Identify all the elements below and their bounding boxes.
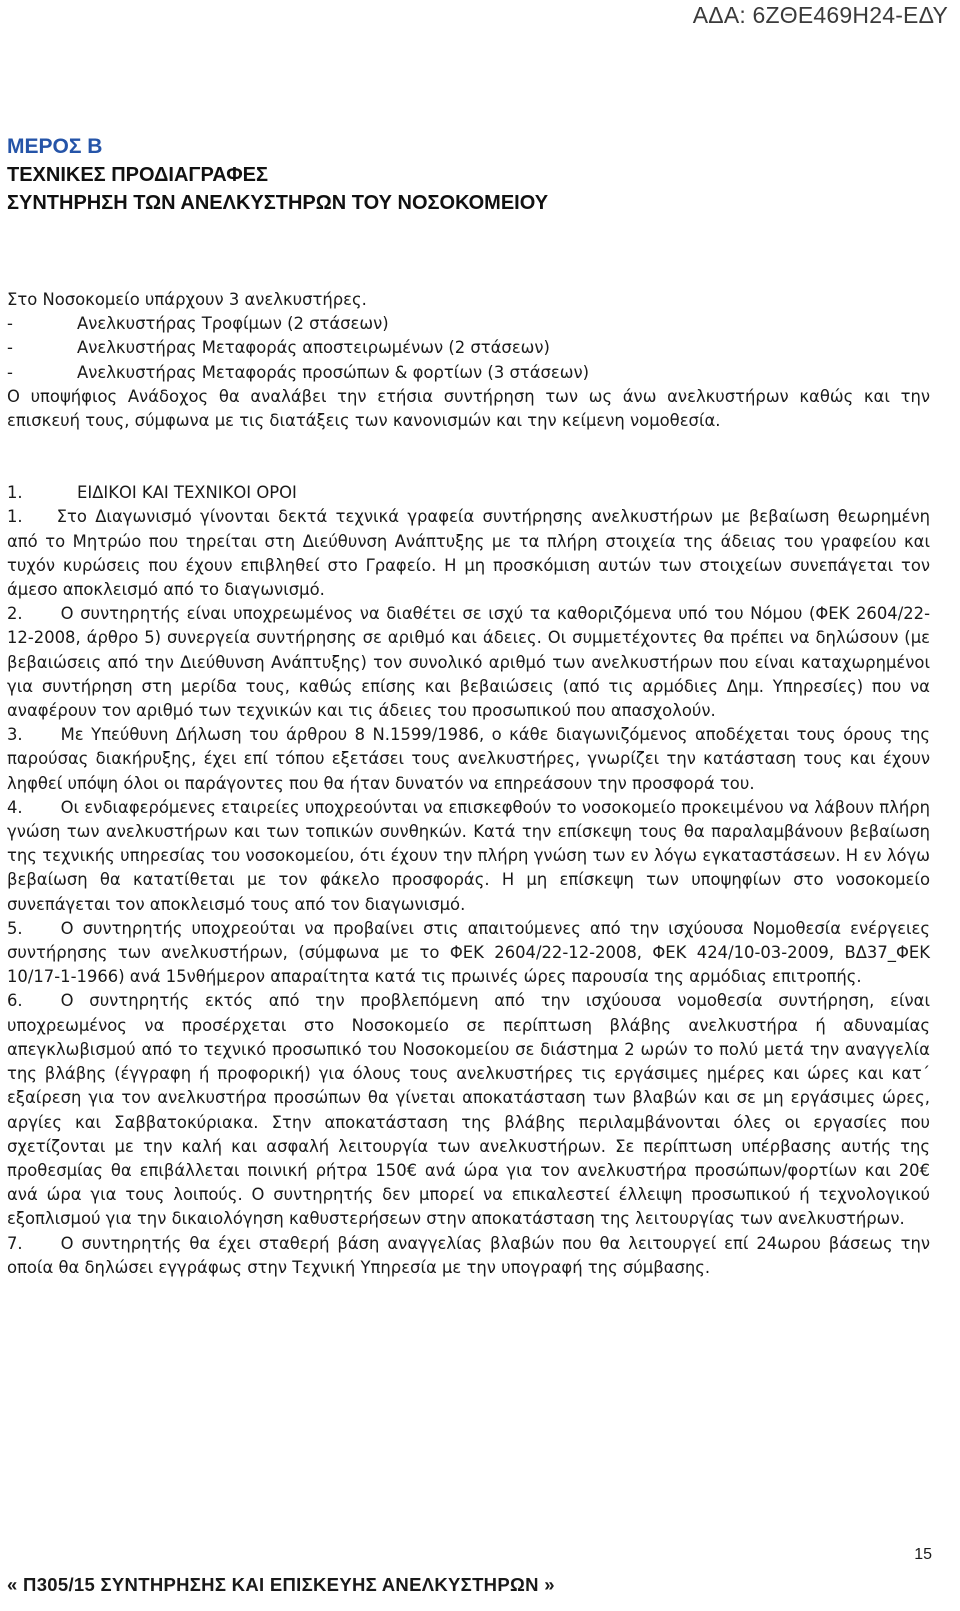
term-number: 3.: [7, 725, 23, 745]
term-number: 4.: [7, 797, 23, 817]
term-paragraph: [7, 917, 930, 990]
term-text: Στο Διαγωνισμό γίνονται δεκτά τεχνικά γραφεία συντήρησης ανελκυστήρων με βεβαίωση θεωρημένη από το Μητρώο που τηρείται στη Διεύθυνση Ανάπτυξης με τα πλήρη στοιχεία της άδειας του γραφείου και τυχόν κυρώσεις που έχουν επιβληθεί στο Γραφείο. Η μη προσκόμιση αυτών των στοιχείων συνεπάγεται τον άμεσο αποκλεισμό από το διαγωνισμό.: [7, 507, 930, 600]
term-text: Οι ενδιαφερόμενες εταιρείες υποχρεούνται να επισκεφθούν το νοσοκομείο προκειμένου να λάβουν πλήρη γνώση των ανελκυστήρων και των τοπικών συνθηκών. Κατά την επίσκεψη τους θα παραλαμβάνουν βεβαίωση της τεχνικής υπηρεσίας του νοσοκομείου, ότι έχουν την πλήρη γνώση των εν λόγω εγκαταστάσεων. Η εν λόγω βεβαίωση θα κατατίθεται με τον φάκελο προσφοράς. Η μη επίσκεψη των υποψηφίων στο νοσοκομείο συνεπάγεται τον αποκλεισμό τους από τον διαγωνισμό.: [7, 797, 930, 914]
list-dash: -: [7, 338, 13, 358]
list-item-text: Ανελκυστήρας Μεταφοράς προσώπων & φορτίων (3 στάσεων): [77, 362, 590, 382]
term-text: Ο συντηρητής εκτός από την προβλεπόμενη από την ισχύουσα νομοθεσία συντήρηση, είναι υποχρεωμένος να προσέρχεται στο Νοσοκομείο σε περίπτωση βλάβης ανελκυστήρα ή αδυναμίας απεγκλωβισμού από το τεχνικό προσωπικό του Νοσοκομείου σε διάστημα 2 ωρών το πολύ μετά την αναγγελία της βλάβης (έγγραφη ή προφορική) για όλους τους ανελκυστήρες τις εργάσιμες ημέρες και ώρες και κατ΄ εξαίρεση για τον ανελκυστήρα προσώπων θα γίνεται αποκατάσταση των βλαβών και σε μη εργάσιμες ώρες, αργίες και Σαββατοκύριακα. Στην αποκατάσταση της βλάβης περιλαμβάνονται όλες οι εργασίες που σχετίζονται με την καλή και ασφαλή λειτουργία των ανελκυστήρων. Σε περίπτωση υπέρβασης αυτής της προθεσμίας θα επιβάλλεται ποινική ρήτρα 150€ ανά ώρα για τον ανελκυστήρα προσώπων/φορτίων και 20€ ανά ώρα για τους λοιπούς. Ο συντηρητής δεν μπορεί να επικαλεστεί έλλειψη προσωπικού ή τεχνολογικού εξοπλισμού για την δικαιολόγηση καθυστερήσεων στην αποκατάσταση της λειτουργίας των ανελκυστήρων.: [7, 991, 930, 1229]
term-text: Με Υπεύθυνη Δήλωση του άρθρου 8 Ν.1599/1986, ο κάθε διαγωνιζόμενος αποδέχεται τους όρους της παρούσας διακήρυξης, έχει επί τόπου εξετάσει τους ανελκυστήρες, γνωρίζει την κατάσταση τους και έχουν ληφθεί υπόψη όλοι οι παράγοντες που θα ήταν δυνατόν να επηρεάσουν την προσφορά του.: [7, 725, 930, 793]
term-paragraph: [7, 1232, 930, 1280]
list-item-text: Ανελκυστήρας Τροφίμων (2 στάσεων): [77, 314, 389, 334]
ada-code: ΑΔΑ: 6ΖΘΕ469Η24-ΕΔΥ: [692, 2, 948, 28]
list-item: [7, 336, 930, 360]
term-paragraph: [7, 796, 930, 917]
title-line-1: ΤΕΧΝΙΚΕΣ ΠΡΟΔΙΑΓΡΑΦΕΣ: [7, 164, 268, 186]
page-number: 15: [914, 1546, 932, 1563]
title-line-2: ΣΥΝΤΗΡΗΣΗ ΤΩΝ ΑΝΕΛΚΥΣΤΗΡΩΝ ΤΟΥ ΝΟΣΟΚΟΜΕΙΟΥ: [7, 192, 549, 214]
document-body: [7, 288, 930, 1280]
section-number: 1.: [7, 483, 23, 503]
term-number: 2.: [7, 604, 23, 624]
term-paragraph: [7, 989, 930, 1231]
term-paragraph: [7, 602, 930, 723]
list-item-text: Ανελκυστήρας Μεταφοράς αποστειρωμένων (2 στάσεων): [77, 338, 550, 358]
term-number: 1.: [7, 507, 23, 527]
term-text: Ο συντηρητής θα έχει σταθερή βάση αναγγελίας βλαβών που θα λειτουργεί επί 24ωρου βάσεως την οποία θα δηλώσει εγγράφως στην Τεχνική Υπηρεσία με την υπογραφή της σύμβασης.: [7, 1233, 930, 1277]
list-item: [7, 312, 930, 336]
part-label: ΜΕΡΟΣ Β: [7, 135, 103, 158]
term-number: 7.: [7, 1233, 23, 1253]
term-text: Ο συντηρητής είναι υποχρεωμένος να διαθέτει σε ισχύ τα καθοριζόμενα υπό του Νόμου (ΦΕΚ 2604/22-12-2008, άρθρο 5) συνεργεία συντήρησης σε αριθμό και άδειες. Οι συμμετέχοντες θα πρέπει να δηλώσουν (με βεβαιώσεις από την Διεύθυνση Ανάπτυξης) τον συνολικό αριθμό των ανελκυστήρων που είναι καταχωρημένοι για συντήρηση στη μερίδα τους, καθώς επίσης και βεβαιώσεις (από τις αρμόδιες Δημ. Υπηρεσίες) που να αναφέρουν τον αριθμό των τεχνικών και τις άδειες του προσωπικού που απασχολούν.: [7, 604, 930, 721]
list-dash: -: [7, 314, 13, 334]
term-number: 5.: [7, 918, 23, 938]
section-title: ΕΙΔΙΚΟΙ ΚΑΙ ΤΕΧΝΙΚΟΙ ΟΡΟΙ: [77, 483, 297, 503]
term-number: 6.: [7, 991, 23, 1011]
list-dash: -: [7, 362, 13, 382]
intro-paragraph: Ο υποψήφιος Ανάδοχος θα αναλάβει την ετήσια συντήρηση των ως άνω ανελκυστήρων καθώς και την επισκευή τους, σύμφωνα με τις διατάξεις των κανονισμών και την κείμενη νομοθεσία.: [7, 386, 930, 431]
term-paragraph: [7, 723, 930, 796]
footer-title: « Π305/15 ΣΥΝΤΗΡΗΣΗΣ ΚΑΙ ΕΠΙΣΚΕΥΗΣ ΑΝΕΛΚΥΣΤΗΡΩΝ »: [7, 1574, 555, 1595]
document-heading: [7, 133, 548, 217]
term-paragraph: [7, 505, 930, 602]
intro-line: Στο Νοσοκομείο υπάρχουν 3 ανελκυστήρες.: [7, 290, 367, 309]
list-item: [7, 361, 930, 385]
term-text: Ο συντηρητής υποχρεούται να προβαίνει στις απαιτούμενες από την ισχύουσα Νομοθεσία ενέργειες συντήρησης των ανελκυστήρων, (σύμφωνα με το ΦΕΚ 2604/22-12-2008, ΦΕΚ 424/10-03-2009, ΒΔ37_ΦΕΚ 10/17-1-1966) ανά 15νθήμερον απαραίτητα κατά τις πρωινές ώρες παρουσία της αρμόδιας επιτροπής.: [7, 918, 930, 987]
section-heading: [7, 481, 930, 505]
